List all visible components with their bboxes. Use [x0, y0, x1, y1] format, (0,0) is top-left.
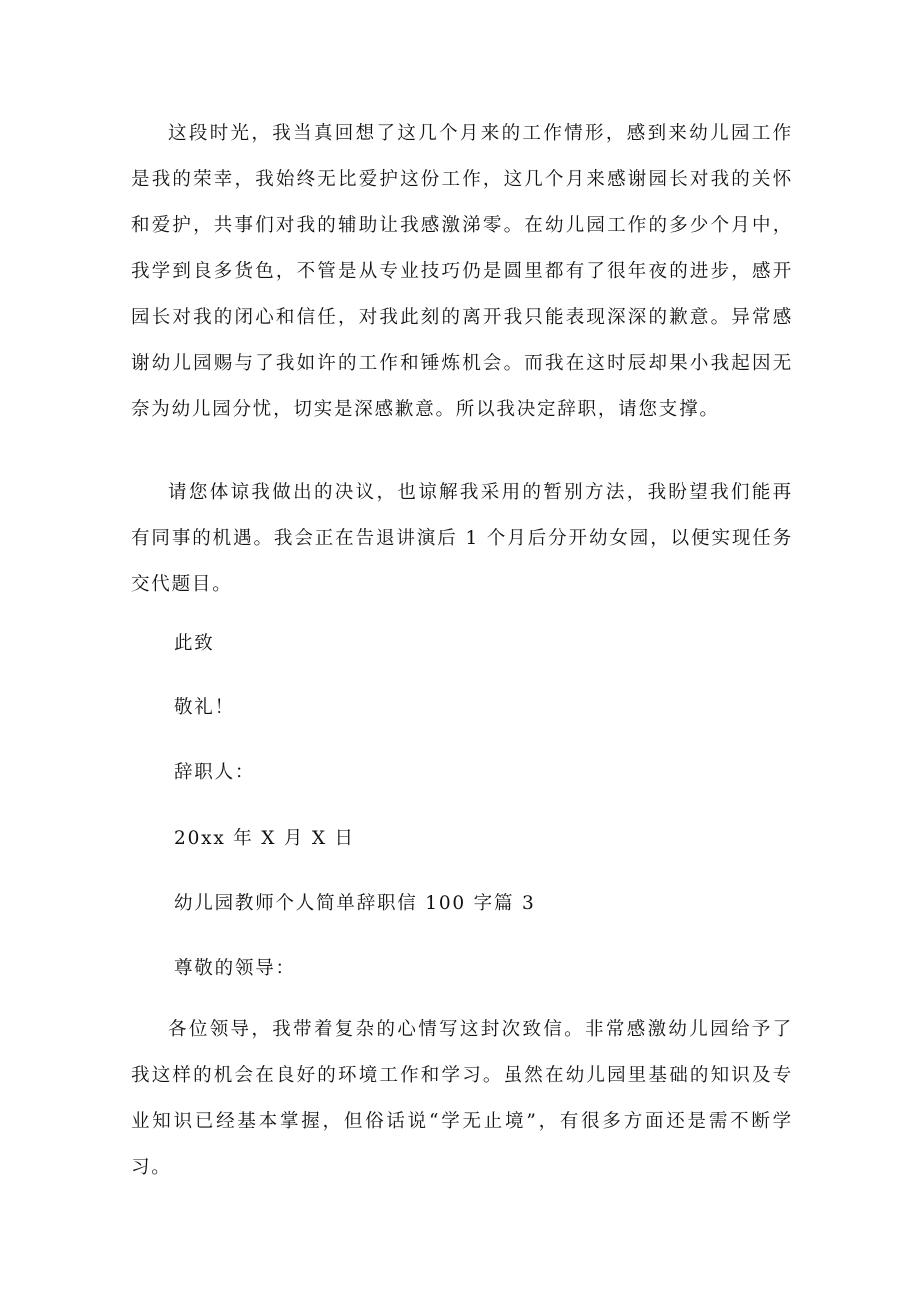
body-paragraph-2: 请您体谅我做出的决议，也谅解我采用的暂别方法，我盼望我们能再有同事的机遇。我会正在告退讲演后 1 个月后分开幼女园，以便实现任务交代题目。 [131, 482, 793, 595]
closing-phrase: 此致 [174, 633, 215, 654]
body-paragraph-3: 各位领导，我带着复杂的心情写这封次致信。非常感激幼儿园给予了我这样的机会在良好的环境工作和学习。虽然在幼儿园里基础的知识及专业知识已经基本掌握，但俗话说“学无止境”，有很多方面还是需不断学习。 [131, 1019, 793, 1178]
date-line: 20xx 年 X 月 X 日 [174, 828, 355, 849]
greeting-line: 尊敬的领导： [174, 958, 296, 979]
body-paragraph-1: 这段时光，我当真回想了这几个月来的工作情形，感到来幼儿园工作是我的荣幸，我始终无比爱护这份工作，这几个月来感谢园长对我的关怀和爱护，共事们对我的辅助让我感激涕零。在幼儿园工作的多少个月中，我学到良多货色，不管是从专业技巧仍是圆里都有了很年夜的进步，感开园长对我的闭心和信任，对我此刻的离开我只能表现深深的歉意。异常感谢幼儿园赐与了我如许的工作和锤炼机会。而我在这时辰却果小我起因无奈为幼儿园分忧，切实是深感歉意。所以我决定辞职，请您支撑。 [131, 123, 793, 420]
section-title: 幼儿园教师个人简单辞职信 100 字篇 3 [174, 893, 536, 914]
salutation: 敬礼！ [174, 697, 235, 718]
signer-label: 辞职人： [174, 762, 256, 783]
